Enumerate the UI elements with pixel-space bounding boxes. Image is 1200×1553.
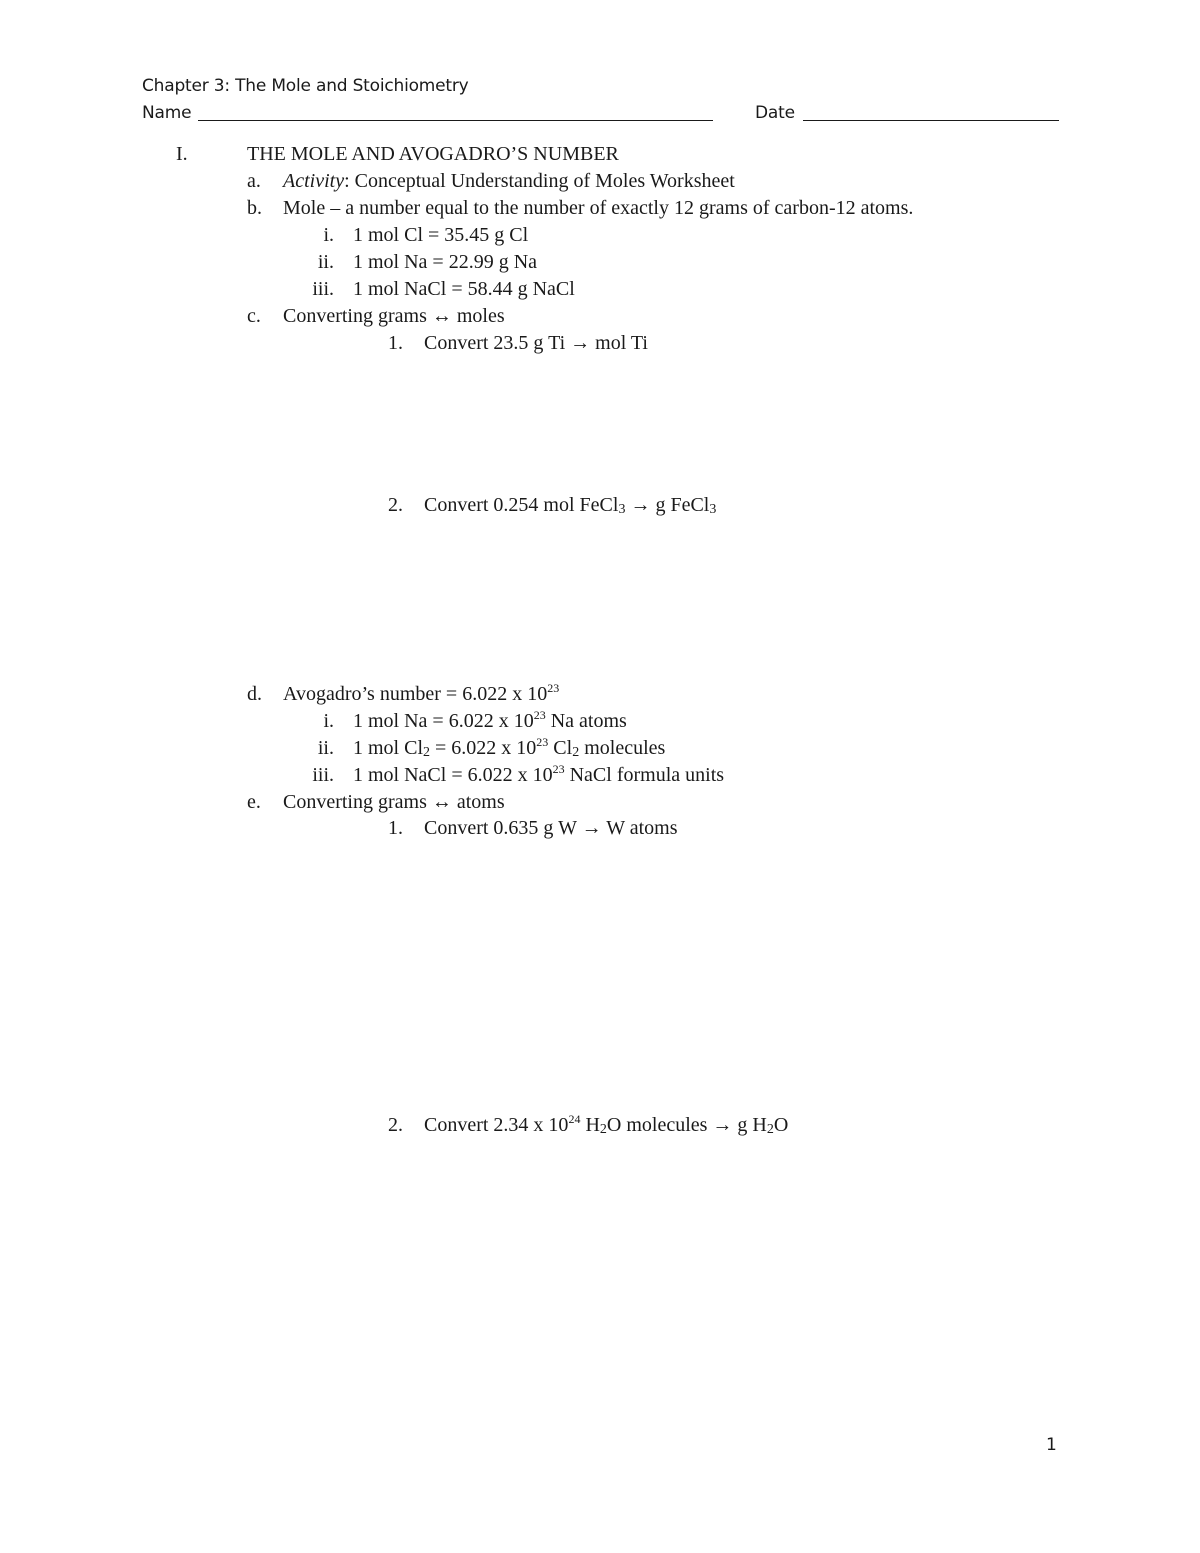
problem-marker: 2.	[388, 494, 403, 516]
name-label: Name	[142, 103, 192, 123]
section-numeral: I.	[176, 143, 188, 165]
section-title: THE MOLE AND AVOGADRO’S NUMBER	[247, 143, 619, 165]
subitem-marker: iii.	[312, 764, 334, 786]
chapter-title: Chapter 3: The Mole and Stoichiometry	[142, 76, 469, 96]
mole-definition: Mole – a number equal to the number of exactly 12 grams of carbon-12 atoms.	[283, 197, 914, 219]
subitem-text: 1 mol NaCl = 58.44 g NaCl	[353, 278, 575, 300]
item-c-text: Converting grams ↔ moles	[283, 305, 505, 327]
subitem-marker: ii.	[317, 737, 334, 759]
avogadro-number: Avogadro’s number = 6.022 x $10^{23}$	[283, 681, 560, 705]
problem-text: Convert 23.5 g Ti → mol Ti	[424, 332, 648, 354]
subitem-marker: ii.	[317, 251, 334, 273]
item-c-marker: c.	[247, 305, 261, 327]
page-number: 1	[1046, 1435, 1057, 1455]
subitem-text: 1 mol NaCl = 6.022 x $10^{23}$ NaCl formula units	[353, 762, 725, 786]
problem-text: Convert 0.254 mol FeCl$_3$ → g FeCl$_3$	[424, 494, 717, 517]
subitem-marker: i.	[323, 710, 334, 732]
item-a-marker: a.	[247, 170, 261, 192]
date-label: Date	[755, 103, 795, 123]
problem-marker: 1.	[388, 332, 403, 354]
subitem-text: 1 mol $Cl_2 = 6.022$ x $10^{23}$ $Cl_2$ molecules	[353, 735, 666, 760]
problem-text: Convert 2.34 x $10^{24}$ $H_2O$ molecules → g $H_2O$	[424, 1112, 789, 1137]
item-b-marker: b.	[247, 197, 262, 219]
subitem-marker: iii.	[312, 278, 334, 300]
problem-marker: 2.	[388, 1114, 403, 1136]
activity-label: Activity	[283, 170, 345, 192]
problem-text: Convert 0.635 g W → W atoms	[424, 817, 678, 839]
item-e-marker: e.	[247, 791, 261, 813]
item-d-marker: d.	[247, 683, 262, 705]
subitem-text: 1 mol Na = 22.99 g Na	[353, 251, 538, 273]
subitem-text: 1 mol Na = 6.022 x $10^{23}$ Na atoms	[353, 708, 627, 732]
item-a	[283, 170, 735, 193]
name-field[interactable]	[198, 120, 713, 121]
subitem-text: 1 mol Cl = 35.45 g Cl	[353, 224, 529, 246]
problem-marker: 1.	[388, 817, 403, 839]
item-a-text: : Conceptual Understanding of Moles Worksheet	[344, 170, 735, 192]
item-e-text: Converting grams ↔ atoms	[283, 791, 505, 813]
date-field[interactable]	[803, 120, 1059, 121]
subitem-marker: i.	[323, 224, 334, 246]
